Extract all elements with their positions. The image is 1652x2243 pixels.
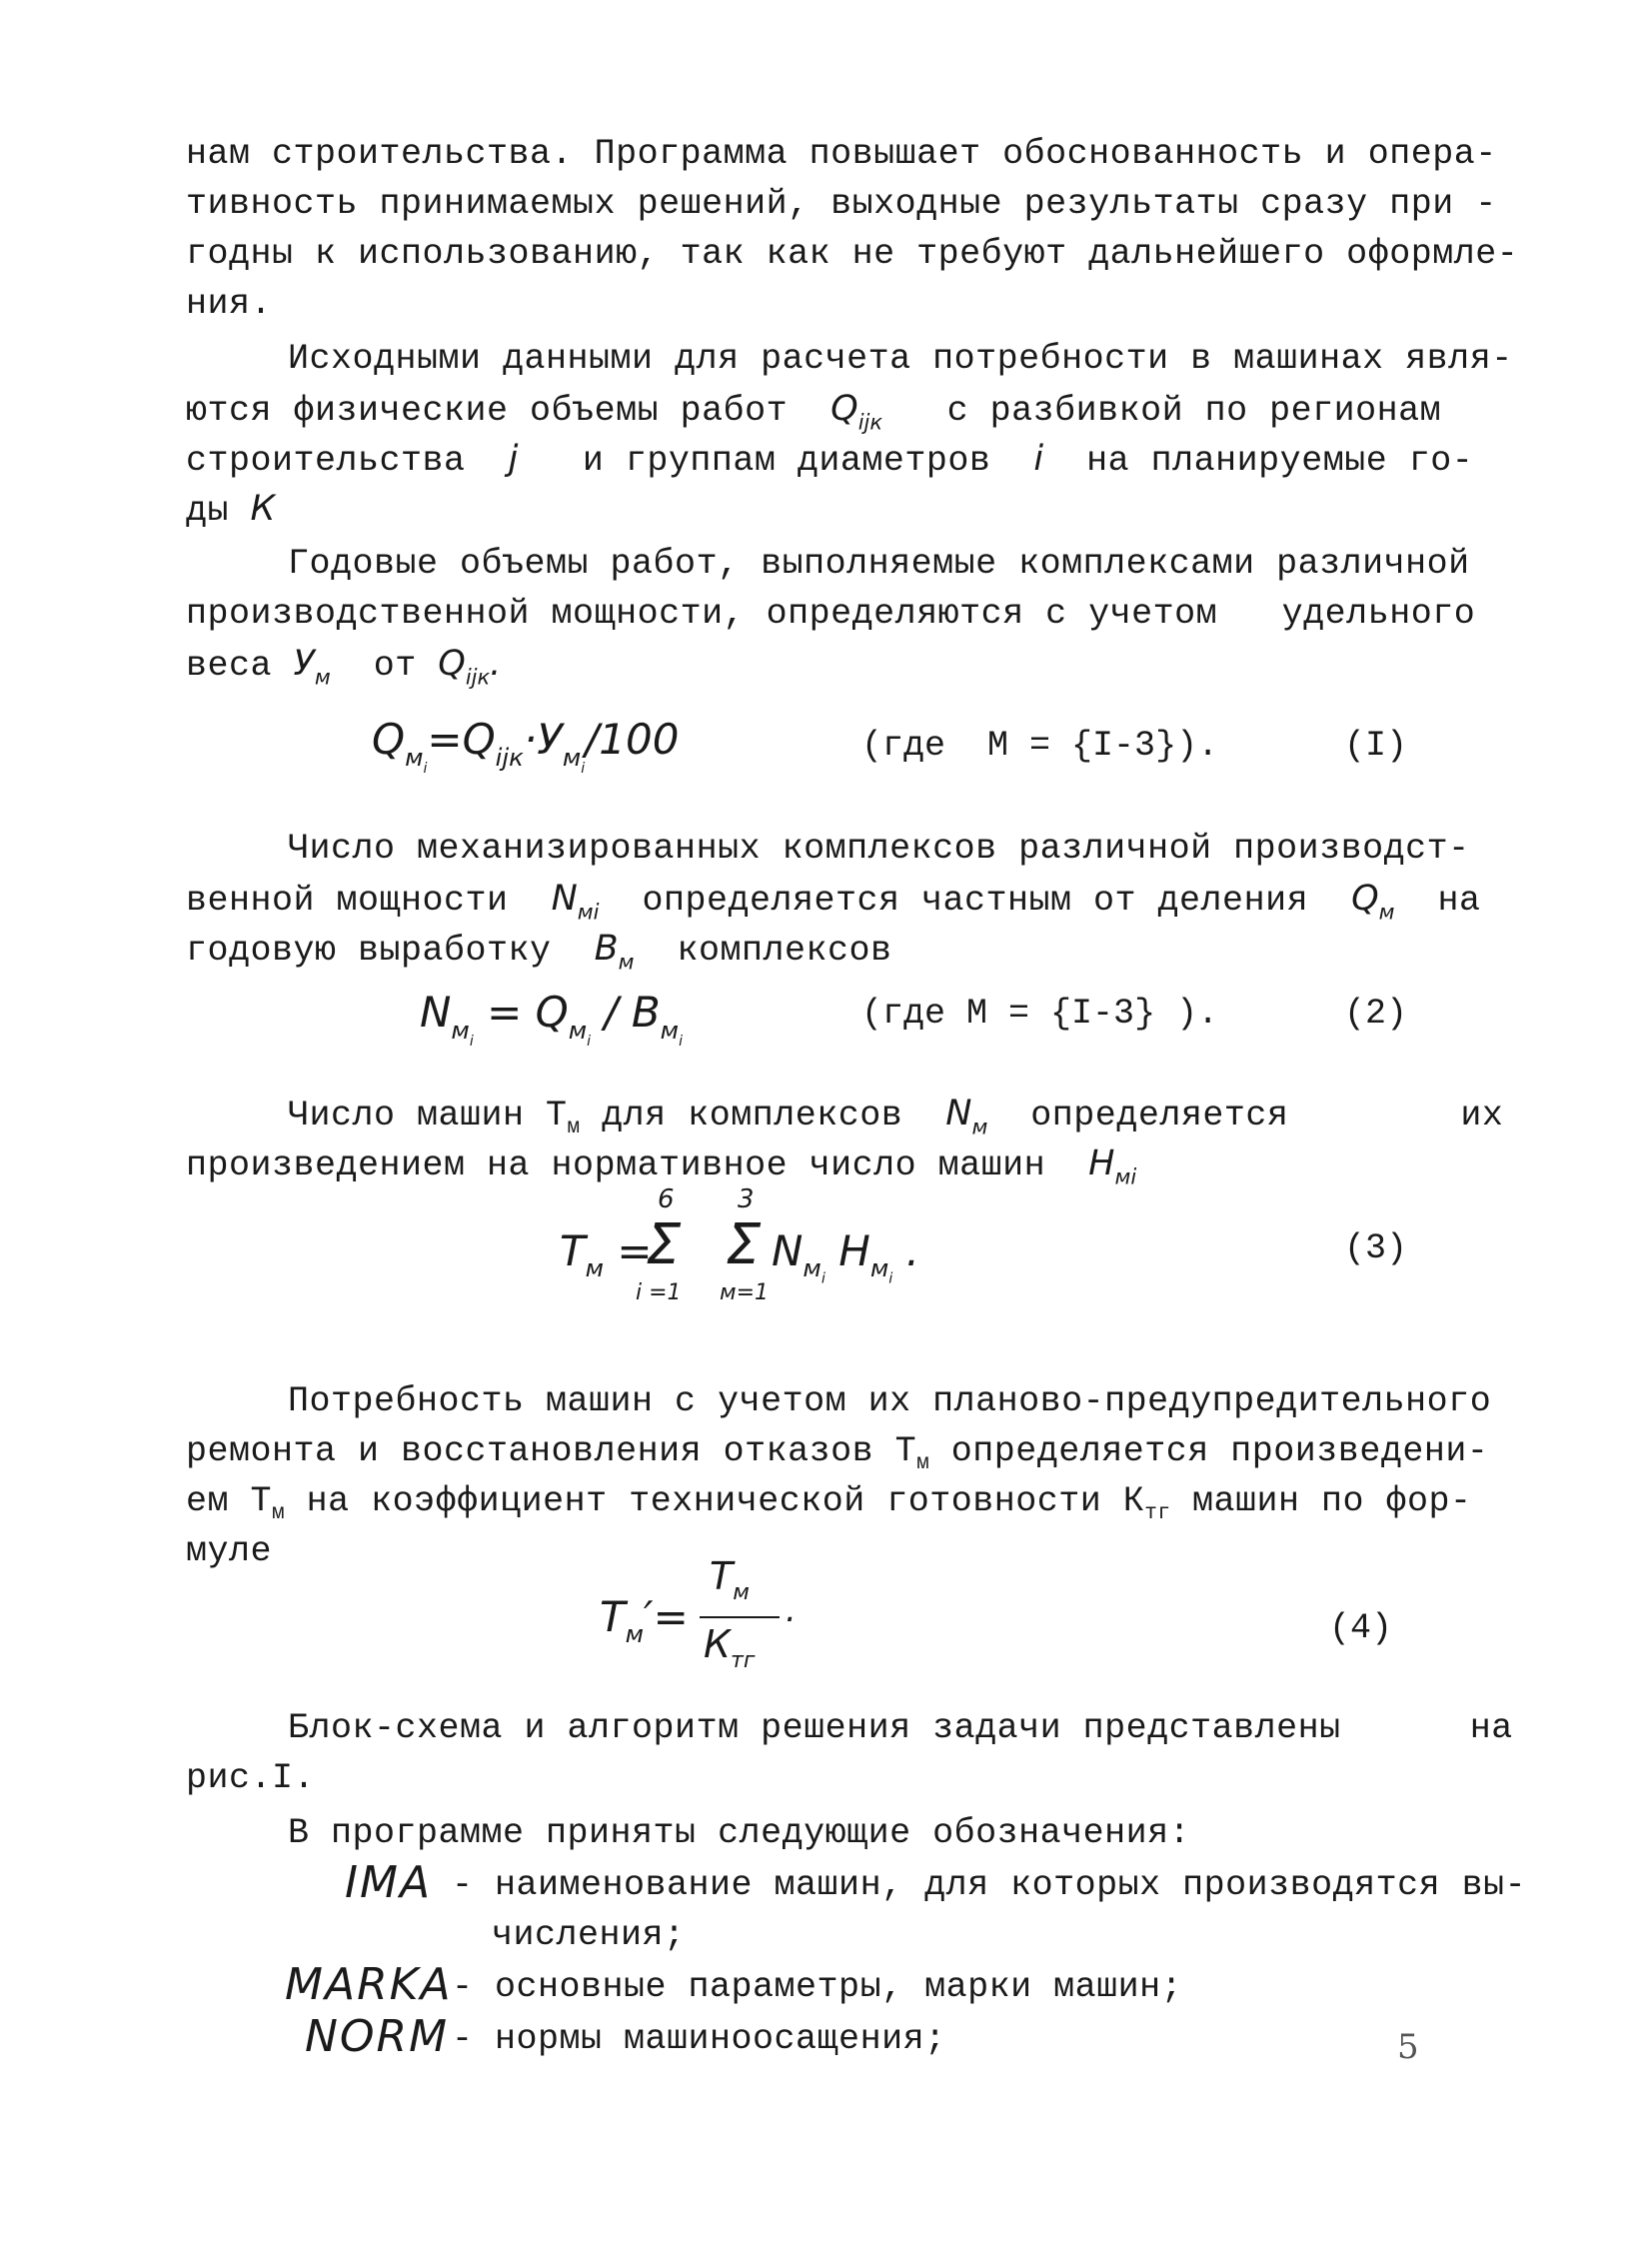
text: на — [1469, 1708, 1513, 1748]
paragraph-5-line-1: Число машин $Т_м$ для комплексов $N_м$ определяется их — [288, 1094, 1504, 1139]
text: произведением на нормативное число машин — [186, 1145, 1046, 1185]
equation-4-dot: . — [786, 1590, 797, 1630]
fraction-numerator: $Т_м$ — [710, 1554, 750, 1605]
page-number: 5 — [1397, 2027, 1419, 2067]
text: (где М = { — [861, 726, 1093, 766]
text: веса — [186, 646, 273, 686]
sum-lower-i: i =1 — [636, 1280, 682, 1305]
designation-code-marka: MARKA — [285, 1959, 453, 2010]
symbol-q-ijk: $Q_{ijк}$ — [830, 389, 883, 435]
designation-code-norm: NORM — [305, 2011, 450, 2062]
paragraph-3-line-2: производственной мощности, определяются с учетом удельного — [186, 594, 1476, 634]
text: и группам диаметров — [582, 441, 991, 481]
symbol-j: j — [508, 439, 519, 479]
text: Блок-схема и алгоритм решения задачи представлены — [288, 1708, 1341, 1748]
symbol-i: i — [1033, 439, 1044, 479]
equation-2-number: (2) — [1344, 994, 1408, 1034]
text: на — [1437, 881, 1481, 921]
paragraph-1-line-3: годны к использованию, так как не требуют дальнейшего оформле- — [186, 234, 1519, 274]
paragraph-6-line-2: ремонта и восстановления отказов $Т_м$ определяется произведени- — [186, 1431, 1489, 1475]
equation-3-number: (3) — [1344, 1228, 1408, 1268]
equation-1-note — [861, 722, 1218, 770]
paragraph-4-line-3 — [186, 925, 1425, 986]
equation-2-note — [861, 990, 1218, 1038]
paragraph-2-line-1: Исходными данными для расчета потребности в машинах явля- — [288, 339, 1513, 379]
text: определяется — [1030, 1096, 1289, 1135]
paragraph-7-line-1 — [288, 1704, 1513, 1752]
sum-upper-m: 3 — [738, 1184, 755, 1214]
symbol-k: К — [250, 489, 276, 529]
designation-text-ima: - наименование машин, для которых производятся вы- — [452, 1865, 1527, 1905]
text: ются физические объемы работ — [186, 391, 789, 431]
text: (где М = { — [861, 994, 1072, 1034]
equation-1: $Q_{м_i}=Q_{ijк}\cdot У_{м_i}/100$ — [372, 715, 680, 778]
equation-4 — [600, 1554, 820, 1674]
text: для комплексов — [602, 1096, 903, 1135]
paragraph-4-line-1: Число механизированных комплексов различной производст- — [288, 829, 1470, 869]
paragraph-6-line-1: Потребность машин с учетом их планово-предупредительного — [288, 1381, 1492, 1421]
paragraph-1-line-1: нам строительства. Программа повышает обоснованность и опера- — [186, 134, 1497, 174]
symbol-t-m-prime: $Т_м'=$ — [600, 1592, 689, 1648]
text: }). — [1155, 726, 1219, 766]
text: их — [1460, 1096, 1504, 1135]
symbol-q-ijk: $Q_{ijк}$. — [438, 644, 502, 690]
symbol-h-mi: $Н_{мi}$ — [1088, 1143, 1137, 1189]
text: определяется произведени- — [950, 1431, 1489, 1471]
equation-3 — [560, 1184, 1019, 1314]
text: I-3 — [1071, 994, 1135, 1034]
text: комплексов — [677, 931, 892, 971]
paragraph-1-line-2: тивность принимаемых решений, выходные результаты сразу при - — [186, 184, 1497, 224]
symbol-n-m: $N_м$ — [945, 1094, 988, 1139]
paragraph-3-line-1: Годовые объемы работ, выполняемые комплексами различной — [288, 544, 1470, 584]
sum-sign-m: Σ — [726, 1212, 762, 1277]
paragraph-1-line-4: ния. — [186, 284, 273, 324]
sum-sign-i: Σ — [646, 1212, 682, 1277]
paragraph-3-line-3 — [186, 640, 1425, 701]
designation-text-marka: - основные параметры, марки машин; — [452, 1967, 1183, 2007]
symbol-q-m: $Q_м$ — [1351, 879, 1395, 925]
equation-3-terms: $N_{м_i}$ $Н_{м_i}$ . — [772, 1226, 919, 1287]
paragraph-7-line-2: рис.I. — [186, 1758, 316, 1798]
text: ем Т — [186, 1481, 273, 1521]
paragraph-2-line-4 — [186, 485, 1425, 535]
text: на планируемые го- — [1086, 441, 1474, 481]
text: I-3 — [1092, 726, 1156, 766]
text: годовую выработку — [186, 931, 552, 971]
paragraph-6-line-3: ем $Т_м$ на коэффициент технической готовности $К_{тг}$ машин по фор- — [186, 1481, 1472, 1525]
paragraph-6-line-4: муле — [186, 1531, 273, 1571]
text: венной мощности — [186, 881, 509, 921]
text: на коэффициент технической готовности К — [306, 1481, 1145, 1521]
equation-4-number: (4) — [1329, 1608, 1393, 1648]
text: от — [373, 646, 417, 686]
sum-lower-m: м=1 — [720, 1280, 770, 1305]
text: строительства — [186, 441, 466, 481]
fraction-denominator: $К_{тг}$ — [704, 1622, 756, 1673]
paragraph-8-line-1: В программе приняты следующие обозначения: — [288, 1813, 1191, 1853]
symbol-t-m: $Т_м$ = — [560, 1226, 653, 1282]
designation-code-ima: IMA — [345, 1857, 433, 1908]
fraction-bar — [700, 1616, 780, 1618]
paragraph-2-line-3 — [186, 435, 1474, 485]
text: } ). — [1134, 994, 1219, 1034]
text: определяется частным от деления — [642, 881, 1309, 921]
symbol-b-m: $В_м$ — [594, 929, 635, 975]
designation-text-norm: - нормы машиноосащения; — [452, 2019, 946, 2059]
text: ды — [186, 491, 230, 531]
equation-2: $N_{м_i} = Q_{м_i} / В_{м_i}$ — [420, 988, 683, 1051]
text: машин по фор- — [1192, 1481, 1472, 1521]
sum-upper-i: 6 — [658, 1184, 675, 1214]
equation-1-number: (I) — [1344, 726, 1408, 766]
designation-text-ima-cont: числения; — [492, 1915, 686, 1955]
text: Число машин Т — [288, 1096, 568, 1135]
text: ремонта и восстановления отказов Т — [186, 1431, 917, 1471]
symbol-n-mi: $N_{мi}$ — [551, 879, 600, 925]
text: с разбивкой по регионам — [946, 391, 1442, 431]
symbol-y-m: $У_м$ — [293, 644, 331, 690]
